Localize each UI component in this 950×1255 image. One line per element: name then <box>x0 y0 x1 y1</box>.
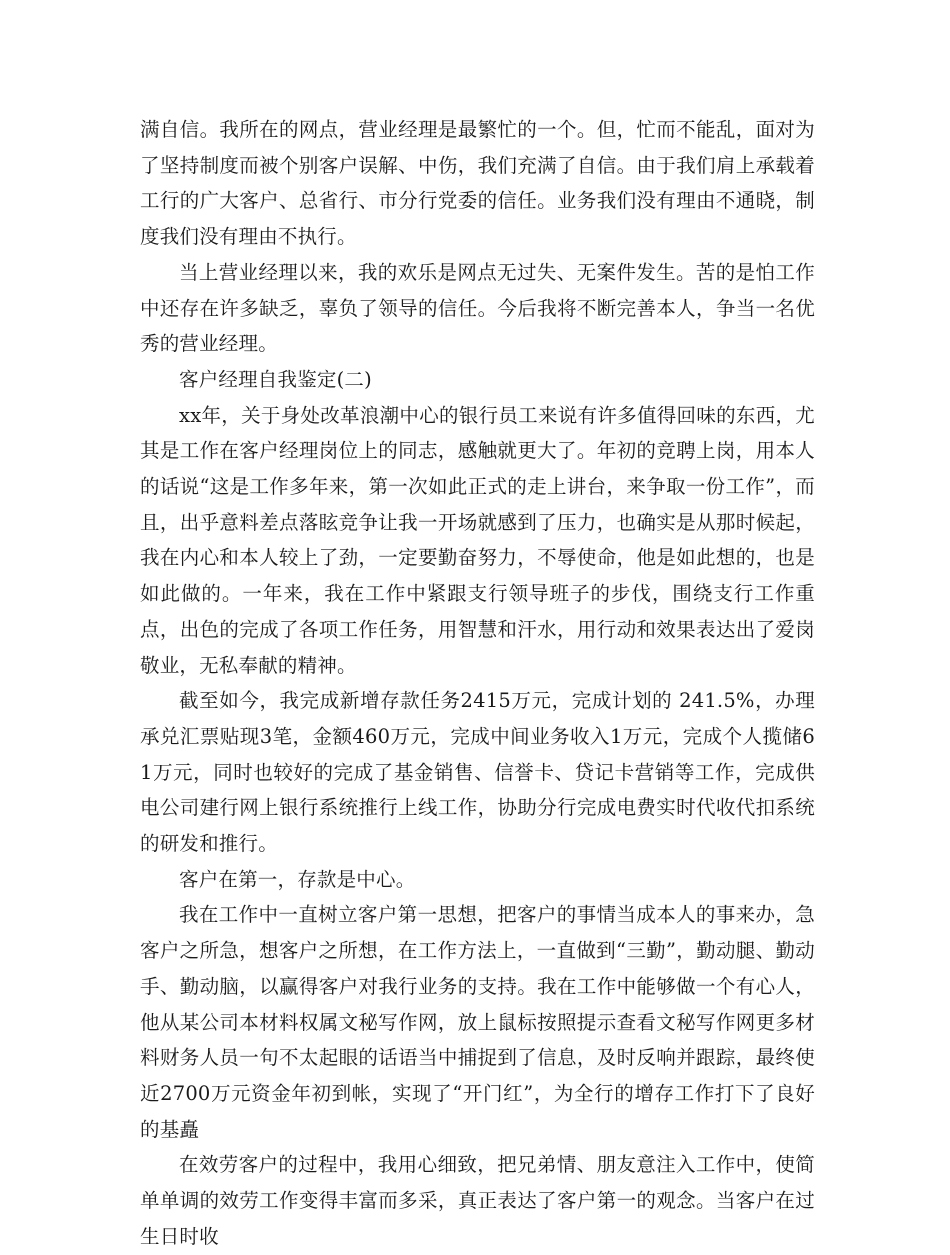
paragraph: xx年，关于身处改革浪潮中心的银行员工来说有许多值得回味的东西，尤其是工作在客户经理岗位上的同志，感触就更大了。年初的竞聘上岗，用本人的话说“这是工作多年来，第一次如此正式的走上讲台，来争取一份工作”，而且，出乎意料差点落眩竞争让我一开场就感到了压力，也确实是从那时候起，我在内心和本人较上了劲，一定要勤奋努力，不辱使命，他是如此想的，也是如此做的。一年来，我在工作中紧跟支行领导班子的步伐，围绕支行工作重点，出色的完成了各项工作任务，用智慧和汗水，用行动和效果表达出了爱岗敬业，无私奉献的精神。 <box>140 403 815 677</box>
paragraph: 在效劳客户的过程中，我用心细致，把兄弟情、朋友意注入工作中，使简单单调的效劳工作变得丰富而多采，真正表达了客户第一的观念。当客户在过生日时收 <box>140 1153 815 1248</box>
paragraph: 当上营业经理以来，我的欢乐是网点无过失、无案件发生。苦的是怕工作中还存在许多缺乏，辜负了领导的信任。今后我将不断完善本人，争当一名优秀的营业经理。 <box>140 260 815 356</box>
paragraph: 我在工作中一直树立客户第一思想，把客户的事情当成本人的事来办，急客户之所急，想客户之所想，在工作方法上，一直做到“三勤”，勤动腿、勤动手、勤动脑，以赢得客户对我行业务的支持。我在工作中能够做一个有心人，他从某公司本材料权属文秘写作网，放上鼠标按照提示查看文秘写作网更多材料财务人员一句不太起眼的话语当中捕捉到了信息，及时反响并跟踪，最终使近2700万元资金年初到帐，实现了“开门红”，为全行的增存工作打下了良好的基矗 <box>140 903 815 1141</box>
paragraph: 客户在第一，存款是中心。 <box>179 867 416 891</box>
paragraph: 截至如今，我完成新增存款任务2415万元，完成计划的 241.5%，办理承兑汇票贴现3笔，金额460万元，完成中间业务收入1万元，完成个人揽储61万元，同时也较好的完成了基金销售、信誉卡、贷记卡营销等工作，完成供电公司建行网上银行系统推行上线工作，协助分行完成电费实时代收代扣系统的研发和推行。 <box>140 689 815 856</box>
document-body <box>140 112 815 1255</box>
paragraph: 满自信。我所在的网点，营业经理是最繁忙的一个。但，忙而不能乱，面对为了坚持制度而被个别客户误解、中伤，我们充满了自信。由于我们肩上承载着工行的广大客户、总省行、市分行党委的信任。业务我们没有理由不通晓，制度我们没有理由不执行。 <box>140 118 815 249</box>
section-heading: 客户经理自我鉴定(二) <box>179 367 372 391</box>
